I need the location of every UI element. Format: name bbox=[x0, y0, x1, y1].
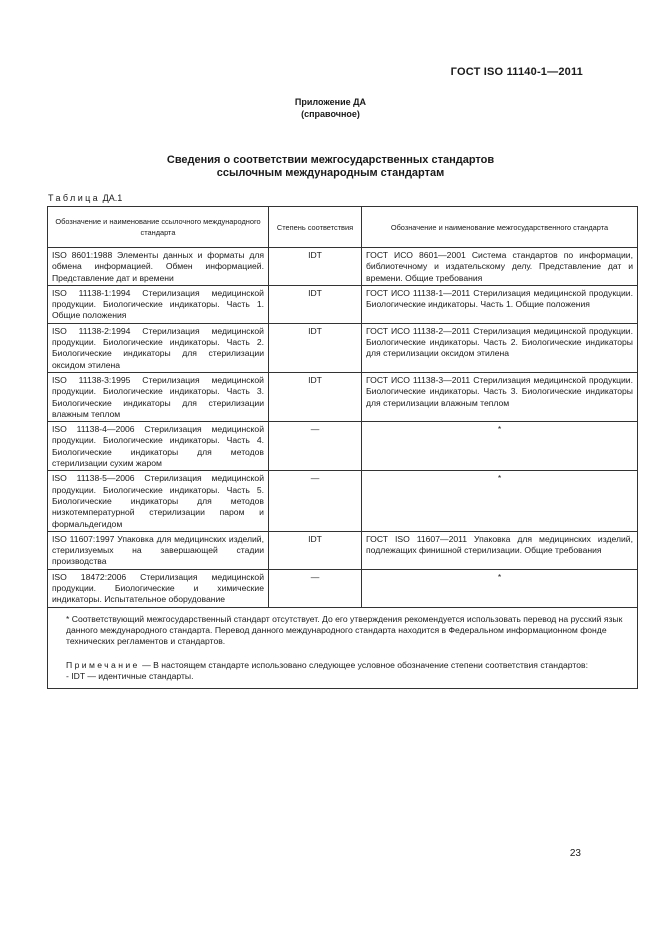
page-title-line-2: ссылочным международным стандартам bbox=[216, 167, 445, 179]
appendix-subtitle: (справочное) bbox=[301, 109, 360, 119]
table-row bbox=[48, 569, 638, 607]
cell-international-standard: ISO 11607:1997 Упаковка для медицинских изделий, стерилизуемых на завершающей стадии производства bbox=[48, 531, 269, 569]
table-row bbox=[48, 285, 638, 323]
cell-international-standard: ISO 11138-2:1994 Стерилизация медицинской продукции. Биологические индикаторы. Часть 2. Биологические индикаторы для стерилизации оксидом этилена bbox=[48, 323, 269, 372]
document-code: ГОСТ ISO 11140-1—2011 bbox=[450, 66, 583, 78]
cell-interstate-standard: ГОСТ ИСО 11138-3—2011 Стерилизация медицинской продукции. Биологические индикаторы. Часть 3. Биологические индикаторы для стерилизации влажным теплом bbox=[362, 372, 638, 421]
table-row bbox=[48, 531, 638, 569]
note-paragraph bbox=[66, 660, 632, 671]
table-caption-number: ДА.1 bbox=[102, 193, 123, 203]
note-text: — В настоящем стандарте использовано следующее условное обозначение степени соответствия стандартов: bbox=[142, 659, 588, 670]
table-footnote-row bbox=[48, 607, 638, 688]
cell-interstate-standard: * bbox=[362, 471, 638, 531]
table-row bbox=[48, 422, 638, 471]
cell-international-standard: ISO 11138-5—2006 Стерилизация медицинской продукции. Биологические индикаторы. Часть 5. Биологические индикаторы для методов низкотемпературной стерилизации паром и формальдегидом bbox=[48, 471, 269, 531]
cell-interstate-standard: ГОСТ ИСО 8601—2001 Система стандартов по информации, библиотечному и издательскому делу. Представление дат и времени. Общие требования bbox=[362, 248, 638, 286]
page-title-line-1: Сведения о соответствии межгосударственных стандартов bbox=[166, 154, 495, 166]
header-international-standard: Обозначение и наименование ссылочного международного стандарта bbox=[48, 207, 269, 248]
cell-international-standard: ISO 11138-3:1995 Стерилизация медицинской продукции. Биологические индикаторы. Часть 3. Биологические индикаторы для стерилизации влажным теплом bbox=[48, 372, 269, 421]
note-list-item: - IDT — идентичные стандарты. bbox=[66, 670, 194, 681]
cell-degree: — bbox=[269, 569, 362, 607]
cell-degree: — bbox=[269, 422, 362, 471]
page-number: 23 bbox=[569, 848, 581, 859]
cell-interstate-standard: ГОСТ ISO 11607—2011 Упаковка для медицинских изделий, подлежащих финишной стерилизации. Общие требования bbox=[362, 531, 638, 569]
table-row bbox=[48, 471, 638, 531]
table-header-row bbox=[48, 207, 638, 248]
table-row bbox=[48, 323, 638, 372]
table-caption-word: Таблица bbox=[48, 193, 101, 203]
table-caption bbox=[48, 193, 122, 203]
header-interstate-standard: Обозначение и наименование межгосударственного стандарта bbox=[362, 207, 638, 248]
appendix-title: Приложение ДА bbox=[294, 97, 367, 107]
table-footnote-cell bbox=[48, 607, 638, 688]
note-heading: Примечание bbox=[66, 659, 140, 670]
cell-degree: IDT bbox=[269, 285, 362, 323]
cell-interstate-standard: ГОСТ ИСО 11138-1—2011 Стерилизация медицинской продукции. Биологические индикаторы. Часть 1. Общие положения bbox=[362, 285, 638, 323]
page-title bbox=[0, 154, 661, 180]
cell-interstate-standard: * bbox=[362, 422, 638, 471]
cell-interstate-standard: ГОСТ ИСО 11138-2—2011 Стерилизация медицинской продукции. Биологические индикаторы. Часть 2. Биологические индикаторы для стерилизации оксидом этилена bbox=[362, 323, 638, 372]
cell-international-standard: ISO 11138-4—2006 Стерилизация медицинской продукции. Биологические индикаторы. Часть 4. Биологические индикаторы для методов стерилизации сухим жаром bbox=[48, 422, 269, 471]
cell-international-standard: ISO 8601:1988 Элементы данных и форматы для обмена информацией. Обмен информацией. Представление дат и времени bbox=[48, 248, 269, 286]
cell-degree: IDT bbox=[269, 531, 362, 569]
table-row bbox=[48, 248, 638, 286]
cell-degree: — bbox=[269, 471, 362, 531]
cell-degree: IDT bbox=[269, 323, 362, 372]
cell-international-standard: ISO 18472:2006 Стерилизация медицинской продукции. Биологические и химические индикаторы. Испытательное оборудование bbox=[48, 569, 269, 607]
correspondence-table bbox=[47, 206, 638, 689]
table-row bbox=[48, 372, 638, 421]
cell-international-standard: ISO 11138-1:1994 Стерилизация медицинской продукции. Биологические индикаторы. Часть 1. Общие положения bbox=[48, 285, 269, 323]
cell-interstate-standard: * bbox=[362, 569, 638, 607]
appendix-heading bbox=[0, 96, 661, 120]
cell-degree: IDT bbox=[269, 248, 362, 286]
cell-degree: IDT bbox=[269, 372, 362, 421]
header-degree-of-conformity: Степень соответствия bbox=[269, 207, 362, 248]
footnote-text: * Соответствующий межгосударственный стандарт отсутствует. До его утверждения рекомендуется использовать перевод на русский язык данного международного стандарта. Перевод данного международного стандарта находится в Федеральном информационном фонде технических регламентов и стандартов. bbox=[66, 613, 623, 647]
